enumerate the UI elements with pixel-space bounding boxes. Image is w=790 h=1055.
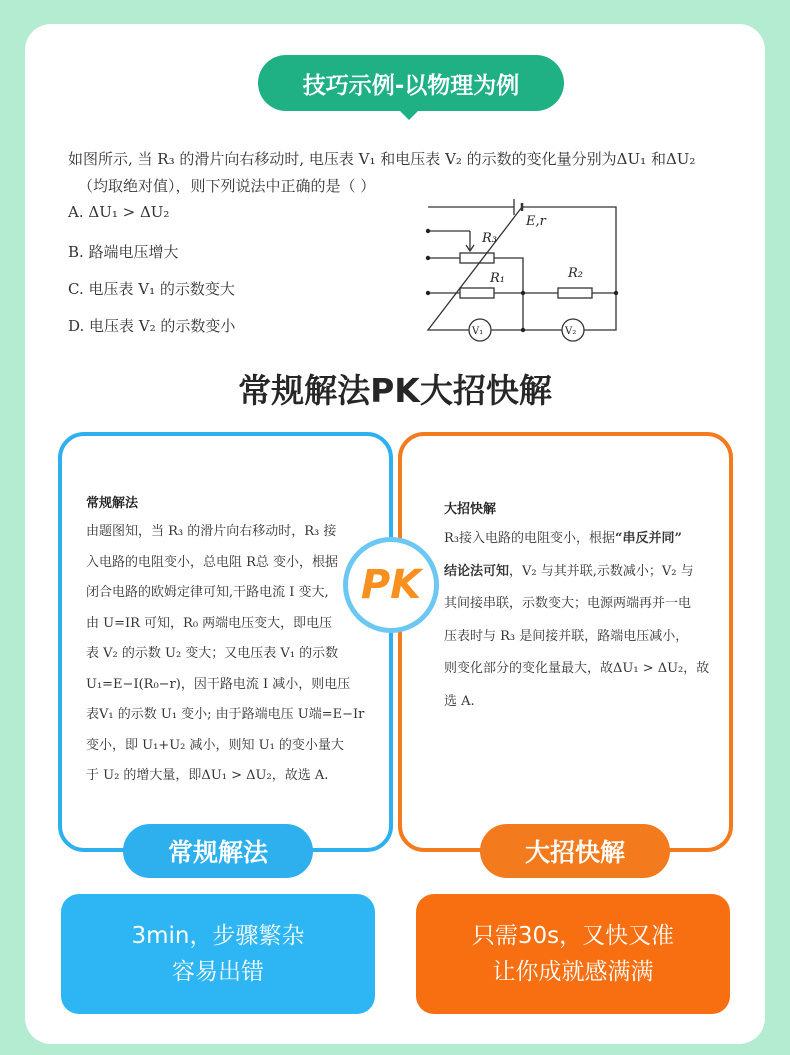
quick-method-panel <box>398 432 733 852</box>
explanation-line: 入电路的电阻变小，总电阻 R总 变小，根据 <box>86 554 339 570</box>
circuit-diagram <box>418 195 628 345</box>
option-d: D. 电压表 V₂ 的示数变小 <box>68 317 236 335</box>
r2-label: R₂ <box>568 266 583 281</box>
quick-explanation <box>444 523 709 718</box>
conventional-method-panel <box>58 432 393 852</box>
explanation-line <box>444 523 709 556</box>
v1-label: V₁ <box>472 326 484 337</box>
quick-heading: 大招快解 <box>444 502 497 517</box>
summary-line: 只需30s，又快又准 <box>471 923 675 949</box>
conventional-explanation <box>86 517 364 792</box>
comparison-title: 常规解法PK大招快解 <box>238 371 552 410</box>
v2-label: V₂ <box>565 326 577 337</box>
rule-name: “串反并同” <box>615 531 682 546</box>
summary-line: 容易出错 <box>172 959 264 985</box>
explanation-line: 闭合电路的欧姆定律可知,干路电流 I 变大, <box>86 585 329 600</box>
r1-label: R₁ <box>490 271 505 286</box>
explanation-line: 由题图知，当 R₃ 的滑片向右移动时，R₃ 接 <box>86 524 337 539</box>
explanation-line: 其间接串联，示数变大；电源两端再并一电 <box>444 596 692 611</box>
question-stem-line1: 如图所示, 当 R₃ 的滑片向右移动时, 电压表 V₁ 和电压表 V₂ 的示数的变化量分别为ΔU₁ 和ΔU₂ <box>68 150 696 168</box>
option-b: B. 路端电压增大 <box>68 243 179 261</box>
pk-badge: PK <box>343 537 439 633</box>
explanation-text: R₃接入电路的电阻变小，根据 <box>444 531 615 546</box>
explanation-line: U₁=E−I(R₀−r)，因干路电流 I 减小，则电压 <box>86 676 351 692</box>
resistor-r2 <box>558 288 592 298</box>
explanation-line: 表 V₂ 的示数 U₂ 变大；又电压表 V₁ 的示数 <box>86 646 339 661</box>
conventional-summary <box>61 894 375 1014</box>
quick-summary <box>416 894 730 1014</box>
explanation-line: 选 A. <box>444 693 475 709</box>
summary-line: 3min，步骤繁杂 <box>131 923 305 949</box>
summary-line: 让你成就感满满 <box>492 959 654 985</box>
quick-method-content <box>444 498 709 718</box>
resistor-r1 <box>460 288 494 298</box>
explanation-line: 压表时与 R₃ 是间接并联，路端电压减小， <box>444 628 689 644</box>
explanation-text: ，V₂ 与其并联,示数减小；V₂ 与 <box>509 563 694 579</box>
option-c: C. 电压表 V₁ 的示数变大 <box>68 280 235 298</box>
question-stem <box>68 146 748 200</box>
conventional-method-content <box>86 492 364 792</box>
source-label: E,r <box>526 214 546 229</box>
conventional-heading: 常规解法 <box>86 496 139 511</box>
option-a: A. ΔU₁ > ΔU₂ <box>68 203 170 221</box>
explanation-line <box>444 556 709 589</box>
question-stem-line2: （均取绝对值），则下列说法中正确的是（ ） <box>78 177 376 195</box>
explanation-line: 于 U₂ 的增大量，即ΔU₁ > ΔU₂，故选 A. <box>86 768 329 783</box>
quick-label: 大招快解 <box>480 824 670 878</box>
explanation-line: 变小，即 U₁+U₂ 减小，则知 U₁ 的变小量大 <box>86 737 344 753</box>
conventional-label: 常规解法 <box>123 824 313 878</box>
resistor-r3 <box>460 253 494 263</box>
r3-label: R₃ <box>482 231 497 246</box>
section-badge: 技巧示例-以物理为例 <box>258 55 564 111</box>
explanation-line: 表V₁ 的示数 U₁ 变小; 由于路端电压 U端=E−Ir <box>86 707 365 722</box>
badge-pointer <box>397 108 421 120</box>
rule-conclusion: 结论法可知 <box>444 563 510 579</box>
explanation-line: 由 U=IR 可知，R₀ 两端电压变大，即电压 <box>86 615 333 631</box>
explanation-line: 则变化部分的变化量最大，故ΔU₁ > ΔU₂，故 <box>444 661 710 676</box>
